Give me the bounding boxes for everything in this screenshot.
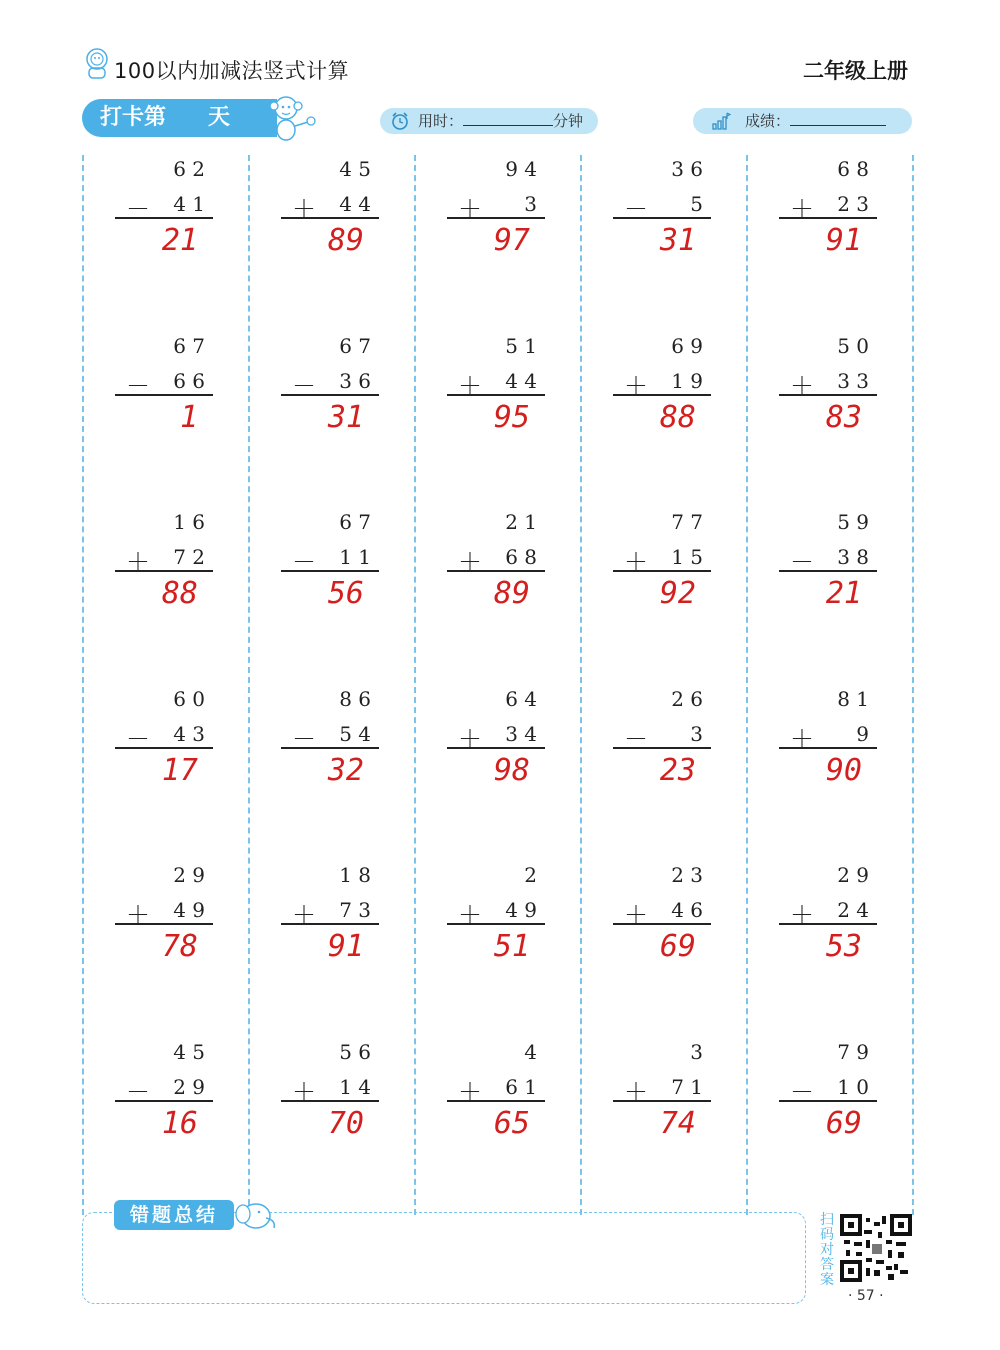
problem-answer[interactable]: 1 <box>179 399 198 435</box>
problem-bottom-number: 4 4 <box>505 368 537 393</box>
problem-cell <box>747 1038 913 1214</box>
problem-cell <box>83 685 249 861</box>
problem-top-number: 4 <box>524 1039 537 1064</box>
problem-bottom-number: 2 3 <box>837 192 869 216</box>
problem-operator: － <box>292 724 316 753</box>
problem-cell <box>83 332 249 508</box>
problem-top-number: 6 0 <box>173 686 205 711</box>
problem-cell <box>249 685 415 861</box>
alarm-clock-icon <box>390 111 410 131</box>
problem-cell <box>747 155 913 331</box>
problem-bottom-number: 9 <box>856 721 869 746</box>
problem-cell <box>83 861 249 1037</box>
problem-cell <box>581 155 747 331</box>
problem-bottom-number: 1 5 <box>671 545 703 569</box>
problem-cell <box>415 861 581 1037</box>
time-label: 用时： <box>418 112 464 130</box>
problem-answer[interactable]: 51 <box>493 929 530 964</box>
score-label: 成绩： <box>745 112 791 130</box>
problem-answer[interactable]: 92 <box>659 576 696 611</box>
problem-rule-line <box>447 394 545 396</box>
problem-operator: ＋ <box>790 901 814 929</box>
problem-rule-line <box>281 923 379 925</box>
problem-answer[interactable]: 32 <box>327 752 364 788</box>
problem-top-number: 2 6 <box>671 686 703 711</box>
problem-rule-line <box>115 747 213 749</box>
problem-bottom-number: 3 6 <box>339 368 371 393</box>
problem-bottom-number: 3 4 <box>505 721 537 746</box>
problem-operator: ＋ <box>458 371 482 400</box>
problem-operator: － <box>292 548 316 576</box>
problem-operator: ＋ <box>292 1077 316 1106</box>
problem-rule-line <box>115 923 213 925</box>
problem-rule-line <box>613 394 711 396</box>
problem-answer[interactable]: 69 <box>825 1105 862 1141</box>
problem-operator: － <box>292 371 316 400</box>
problem-bottom-number: 4 9 <box>173 898 205 922</box>
problem-operator: － <box>126 371 150 400</box>
problem-top-number: 4 5 <box>339 157 371 181</box>
problem-rule-line <box>281 1100 379 1102</box>
problem-rule-line <box>779 570 877 572</box>
elephant-mascot-icon <box>232 1196 280 1232</box>
problem-top-number: 7 9 <box>837 1039 869 1064</box>
problem-bottom-number: 6 8 <box>505 545 537 569</box>
problem-operator: ＋ <box>292 195 316 223</box>
problem-operator: ＋ <box>458 195 482 223</box>
problem-bottom-number: 7 3 <box>339 898 371 922</box>
problem-rule-line <box>447 217 545 219</box>
problem-answer[interactable]: 56 <box>327 576 364 611</box>
problem-bottom-number: 4 3 <box>173 721 205 746</box>
problem-top-number: 7 7 <box>671 510 703 534</box>
problem-answer[interactable]: 31 <box>659 223 696 258</box>
problem-rule-line <box>281 394 379 396</box>
problem-cell <box>249 861 415 1037</box>
problem-bottom-number: 3 <box>690 721 703 746</box>
problem-bottom-number: 1 1 <box>339 545 371 569</box>
lion-mascot-icon <box>80 46 114 80</box>
time-unit: 分钟 <box>553 112 584 130</box>
problem-answer[interactable]: 90 <box>825 752 862 788</box>
problem-rule-line <box>613 1100 711 1102</box>
problem-cell <box>415 1038 581 1214</box>
problem-rule-line <box>281 217 379 219</box>
problem-bottom-number: 7 2 <box>173 545 205 569</box>
problem-top-number: 1 6 <box>173 510 205 534</box>
scan-answer-label: 扫码对答案 <box>820 1212 834 1288</box>
problem-operator: ＋ <box>624 901 648 929</box>
problem-answer[interactable]: 31 <box>327 399 364 435</box>
problem-top-number: 3 6 <box>671 157 703 181</box>
problem-operator: ＋ <box>624 548 648 576</box>
problem-cell <box>747 685 913 861</box>
problem-cell <box>581 332 747 508</box>
problem-answer[interactable]: 16 <box>161 1105 198 1141</box>
problem-operator: ＋ <box>624 1077 648 1106</box>
problem-answer[interactable]: 23 <box>659 752 696 788</box>
problem-rule-line <box>447 923 545 925</box>
problem-operator: ＋ <box>624 371 648 400</box>
problem-answer[interactable]: 53 <box>825 929 862 964</box>
problem-top-number: 6 4 <box>505 686 537 711</box>
score-blank[interactable] <box>790 109 886 126</box>
problem-rule-line <box>115 1100 213 1102</box>
problem-answer[interactable]: 70 <box>327 1105 364 1141</box>
problem-top-number: 2 3 <box>671 863 703 887</box>
qr-code-icon[interactable] <box>840 1214 912 1282</box>
problem-answer[interactable]: 97 <box>493 223 530 258</box>
problem-rule-line <box>613 747 711 749</box>
problem-answer[interactable]: 74 <box>659 1105 696 1141</box>
problem-rule-line <box>779 217 877 219</box>
problem-operator: － <box>126 195 150 223</box>
problem-operator: ＋ <box>790 195 814 223</box>
problem-bottom-number: 1 4 <box>339 1074 371 1099</box>
problem-top-number: 3 <box>690 1039 703 1064</box>
problem-operator: ＋ <box>790 371 814 400</box>
problem-rule-line <box>447 747 545 749</box>
score-field <box>693 108 912 134</box>
problem-rule-line <box>447 1100 545 1102</box>
problem-operator: ＋ <box>292 901 316 929</box>
monkey-mascot-icon <box>262 92 318 144</box>
problem-cell <box>249 332 415 508</box>
problem-rule-line <box>115 570 213 572</box>
problem-top-number: 5 1 <box>505 333 537 358</box>
problem-bottom-number: 4 6 <box>671 898 703 922</box>
problem-operator: ＋ <box>458 1077 482 1106</box>
problem-top-number: 5 9 <box>837 510 869 534</box>
problem-answer[interactable]: 88 <box>659 399 696 435</box>
page-title: 100以内加减法竖式计算 <box>114 59 350 83</box>
problem-bottom-number: 4 4 <box>339 192 371 216</box>
problem-rule-line <box>281 747 379 749</box>
problem-rule-line <box>281 570 379 572</box>
problem-top-number: 1 8 <box>339 863 371 887</box>
problem-top-number: 4 5 <box>173 1039 205 1064</box>
problem-top-number: 6 2 <box>173 157 205 181</box>
problem-rule-line <box>779 394 877 396</box>
problem-operator: ＋ <box>458 724 482 753</box>
problem-bottom-number: 2 4 <box>837 898 869 922</box>
mistake-summary-label: 错题总结 <box>114 1200 234 1230</box>
problem-cell <box>415 685 581 861</box>
problem-operator: － <box>624 724 648 753</box>
problem-answer[interactable]: 17 <box>161 752 198 788</box>
problem-bottom-number: 4 9 <box>505 898 537 922</box>
problem-bottom-number: 5 4 <box>339 721 371 746</box>
problem-bottom-number: 3 8 <box>837 545 869 569</box>
problem-answer[interactable]: 89 <box>327 223 364 258</box>
problem-rule-line <box>779 923 877 925</box>
problem-cell <box>415 155 581 331</box>
problem-answer[interactable]: 95 <box>493 399 530 435</box>
problem-operator: ＋ <box>790 724 814 753</box>
problem-bottom-number: 1 9 <box>671 368 703 393</box>
problem-cell <box>747 332 913 508</box>
problem-top-number: 6 9 <box>671 333 703 358</box>
problem-answer[interactable]: 69 <box>659 929 696 964</box>
problem-top-number: 5 0 <box>837 333 869 358</box>
problem-cell <box>83 508 249 684</box>
problem-top-number: 2 9 <box>173 863 205 887</box>
problem-answer[interactable]: 91 <box>825 223 862 258</box>
problem-cell <box>747 861 913 1037</box>
problem-cell <box>581 861 747 1037</box>
problem-operator: － <box>126 724 150 753</box>
problem-cell <box>249 155 415 331</box>
problem-top-number: 6 7 <box>339 333 371 358</box>
problem-top-number: 2 1 <box>505 510 537 534</box>
problem-answer[interactable]: 21 <box>825 576 862 611</box>
problem-bottom-number: 2 9 <box>173 1074 205 1099</box>
problem-answer[interactable]: 89 <box>493 576 530 611</box>
page-number: · 57 · <box>848 1288 884 1304</box>
problem-cell <box>581 1038 747 1214</box>
problem-answer[interactable]: 98 <box>493 752 530 788</box>
problem-bottom-number: 3 3 <box>837 368 869 393</box>
checkin-prefix: 打卡第 <box>100 105 167 130</box>
problem-cell <box>415 508 581 684</box>
problem-operator: ＋ <box>126 901 150 929</box>
problem-cell <box>415 332 581 508</box>
problem-top-number: 2 <box>524 863 537 887</box>
problem-top-number: 6 7 <box>339 510 371 534</box>
problem-cell <box>83 155 249 331</box>
problem-top-number: 2 9 <box>837 863 869 887</box>
problem-rule-line <box>779 747 877 749</box>
problem-top-number: 8 6 <box>339 686 371 711</box>
problem-bottom-number: 4 1 <box>173 192 205 216</box>
problem-bottom-number: 6 6 <box>173 368 205 393</box>
problem-operator: － <box>126 1077 150 1106</box>
time-field <box>380 108 598 134</box>
problem-operator: － <box>790 548 814 576</box>
problem-rule-line <box>115 217 213 219</box>
problem-answer[interactable]: 88 <box>161 576 198 611</box>
time-blank[interactable] <box>463 109 553 126</box>
problem-operator: ＋ <box>126 548 150 576</box>
checkin-banner <box>82 99 277 137</box>
problem-answer[interactable]: 83 <box>825 399 862 435</box>
problem-operator: － <box>624 195 648 223</box>
problem-bottom-number: 1 0 <box>837 1074 869 1099</box>
problem-answer[interactable]: 91 <box>327 929 364 964</box>
chart-trophy-icon <box>711 111 731 131</box>
problem-rule-line <box>613 570 711 572</box>
checkin-suffix: 天 <box>208 105 231 130</box>
problem-cell <box>249 508 415 684</box>
problem-cell <box>581 508 747 684</box>
grade-label: 二年级上册 <box>803 59 908 83</box>
problem-cell <box>581 685 747 861</box>
problem-top-number: 9 4 <box>505 157 537 181</box>
problem-top-number: 6 8 <box>837 157 869 181</box>
problem-operator: ＋ <box>458 901 482 929</box>
problem-answer[interactable]: 78 <box>161 929 198 964</box>
problem-operator: ＋ <box>458 548 482 576</box>
problem-operator: － <box>790 1077 814 1106</box>
problem-answer[interactable]: 65 <box>493 1105 530 1141</box>
problem-cell <box>249 1038 415 1214</box>
problem-rule-line <box>779 1100 877 1102</box>
problem-rule-line <box>447 570 545 572</box>
problem-bottom-number: 7 1 <box>671 1074 703 1099</box>
problem-bottom-number: 3 <box>524 192 537 216</box>
problem-top-number: 8 1 <box>837 686 869 711</box>
problem-answer[interactable]: 21 <box>161 223 198 258</box>
problem-top-number: 5 6 <box>339 1039 371 1064</box>
problem-cell <box>83 1038 249 1214</box>
problem-bottom-number: 6 1 <box>505 1074 537 1099</box>
problem-rule-line <box>115 394 213 396</box>
problem-top-number: 6 7 <box>173 333 205 358</box>
problem-rule-line <box>613 923 711 925</box>
problem-bottom-number: 5 <box>690 192 703 216</box>
problem-rule-line <box>613 217 711 219</box>
problem-cell <box>747 508 913 684</box>
